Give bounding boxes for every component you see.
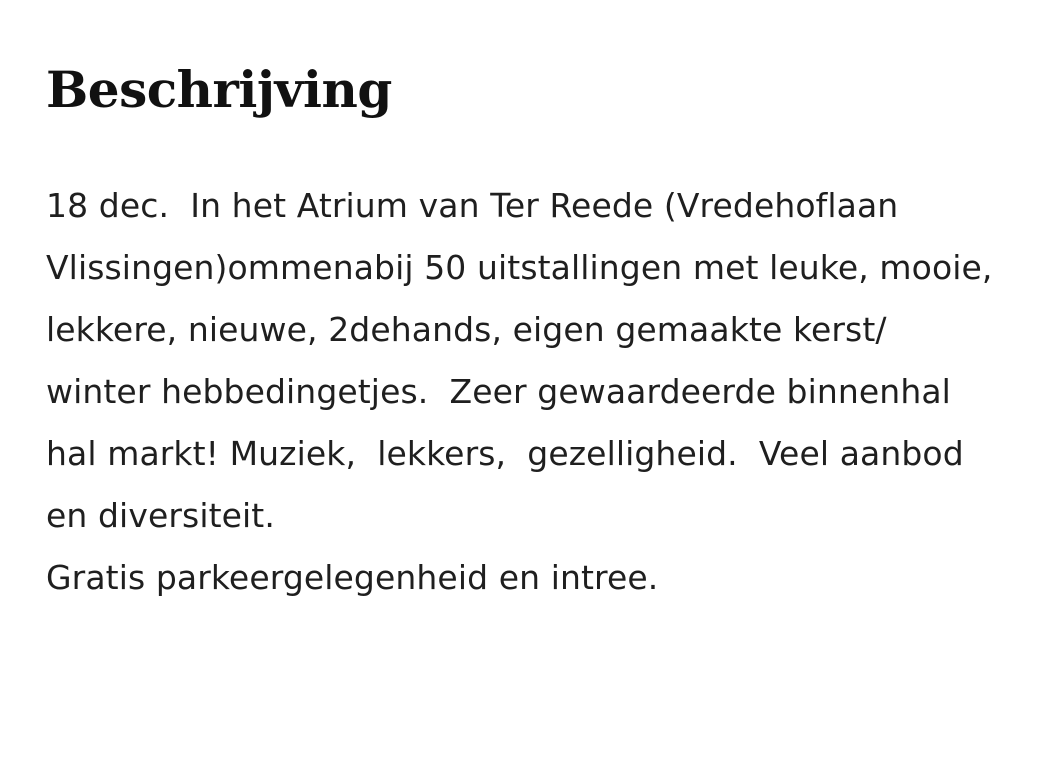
description-text	[46, 175, 1004, 609]
page-title: Beschrijving	[46, 60, 392, 119]
description-paragraph-2: Gratis parkeergelegenheid en intree.	[46, 558, 659, 597]
description-paragraph-1: 18 dec. In het Atrium van Ter Reede (Vredehoflaan Vlissingen)ommenabij 50 uitstallingen met leuke, mooie, lekkere, nieuwe, 2dehands, eigen gemaakte kerst/ winter hebbedingetjes. Zeer gewaardeerde binnenhal hal markt! Muziek, lekkers, gezelligheid. Veel aanbod en diversiteit.	[46, 186, 1004, 535]
